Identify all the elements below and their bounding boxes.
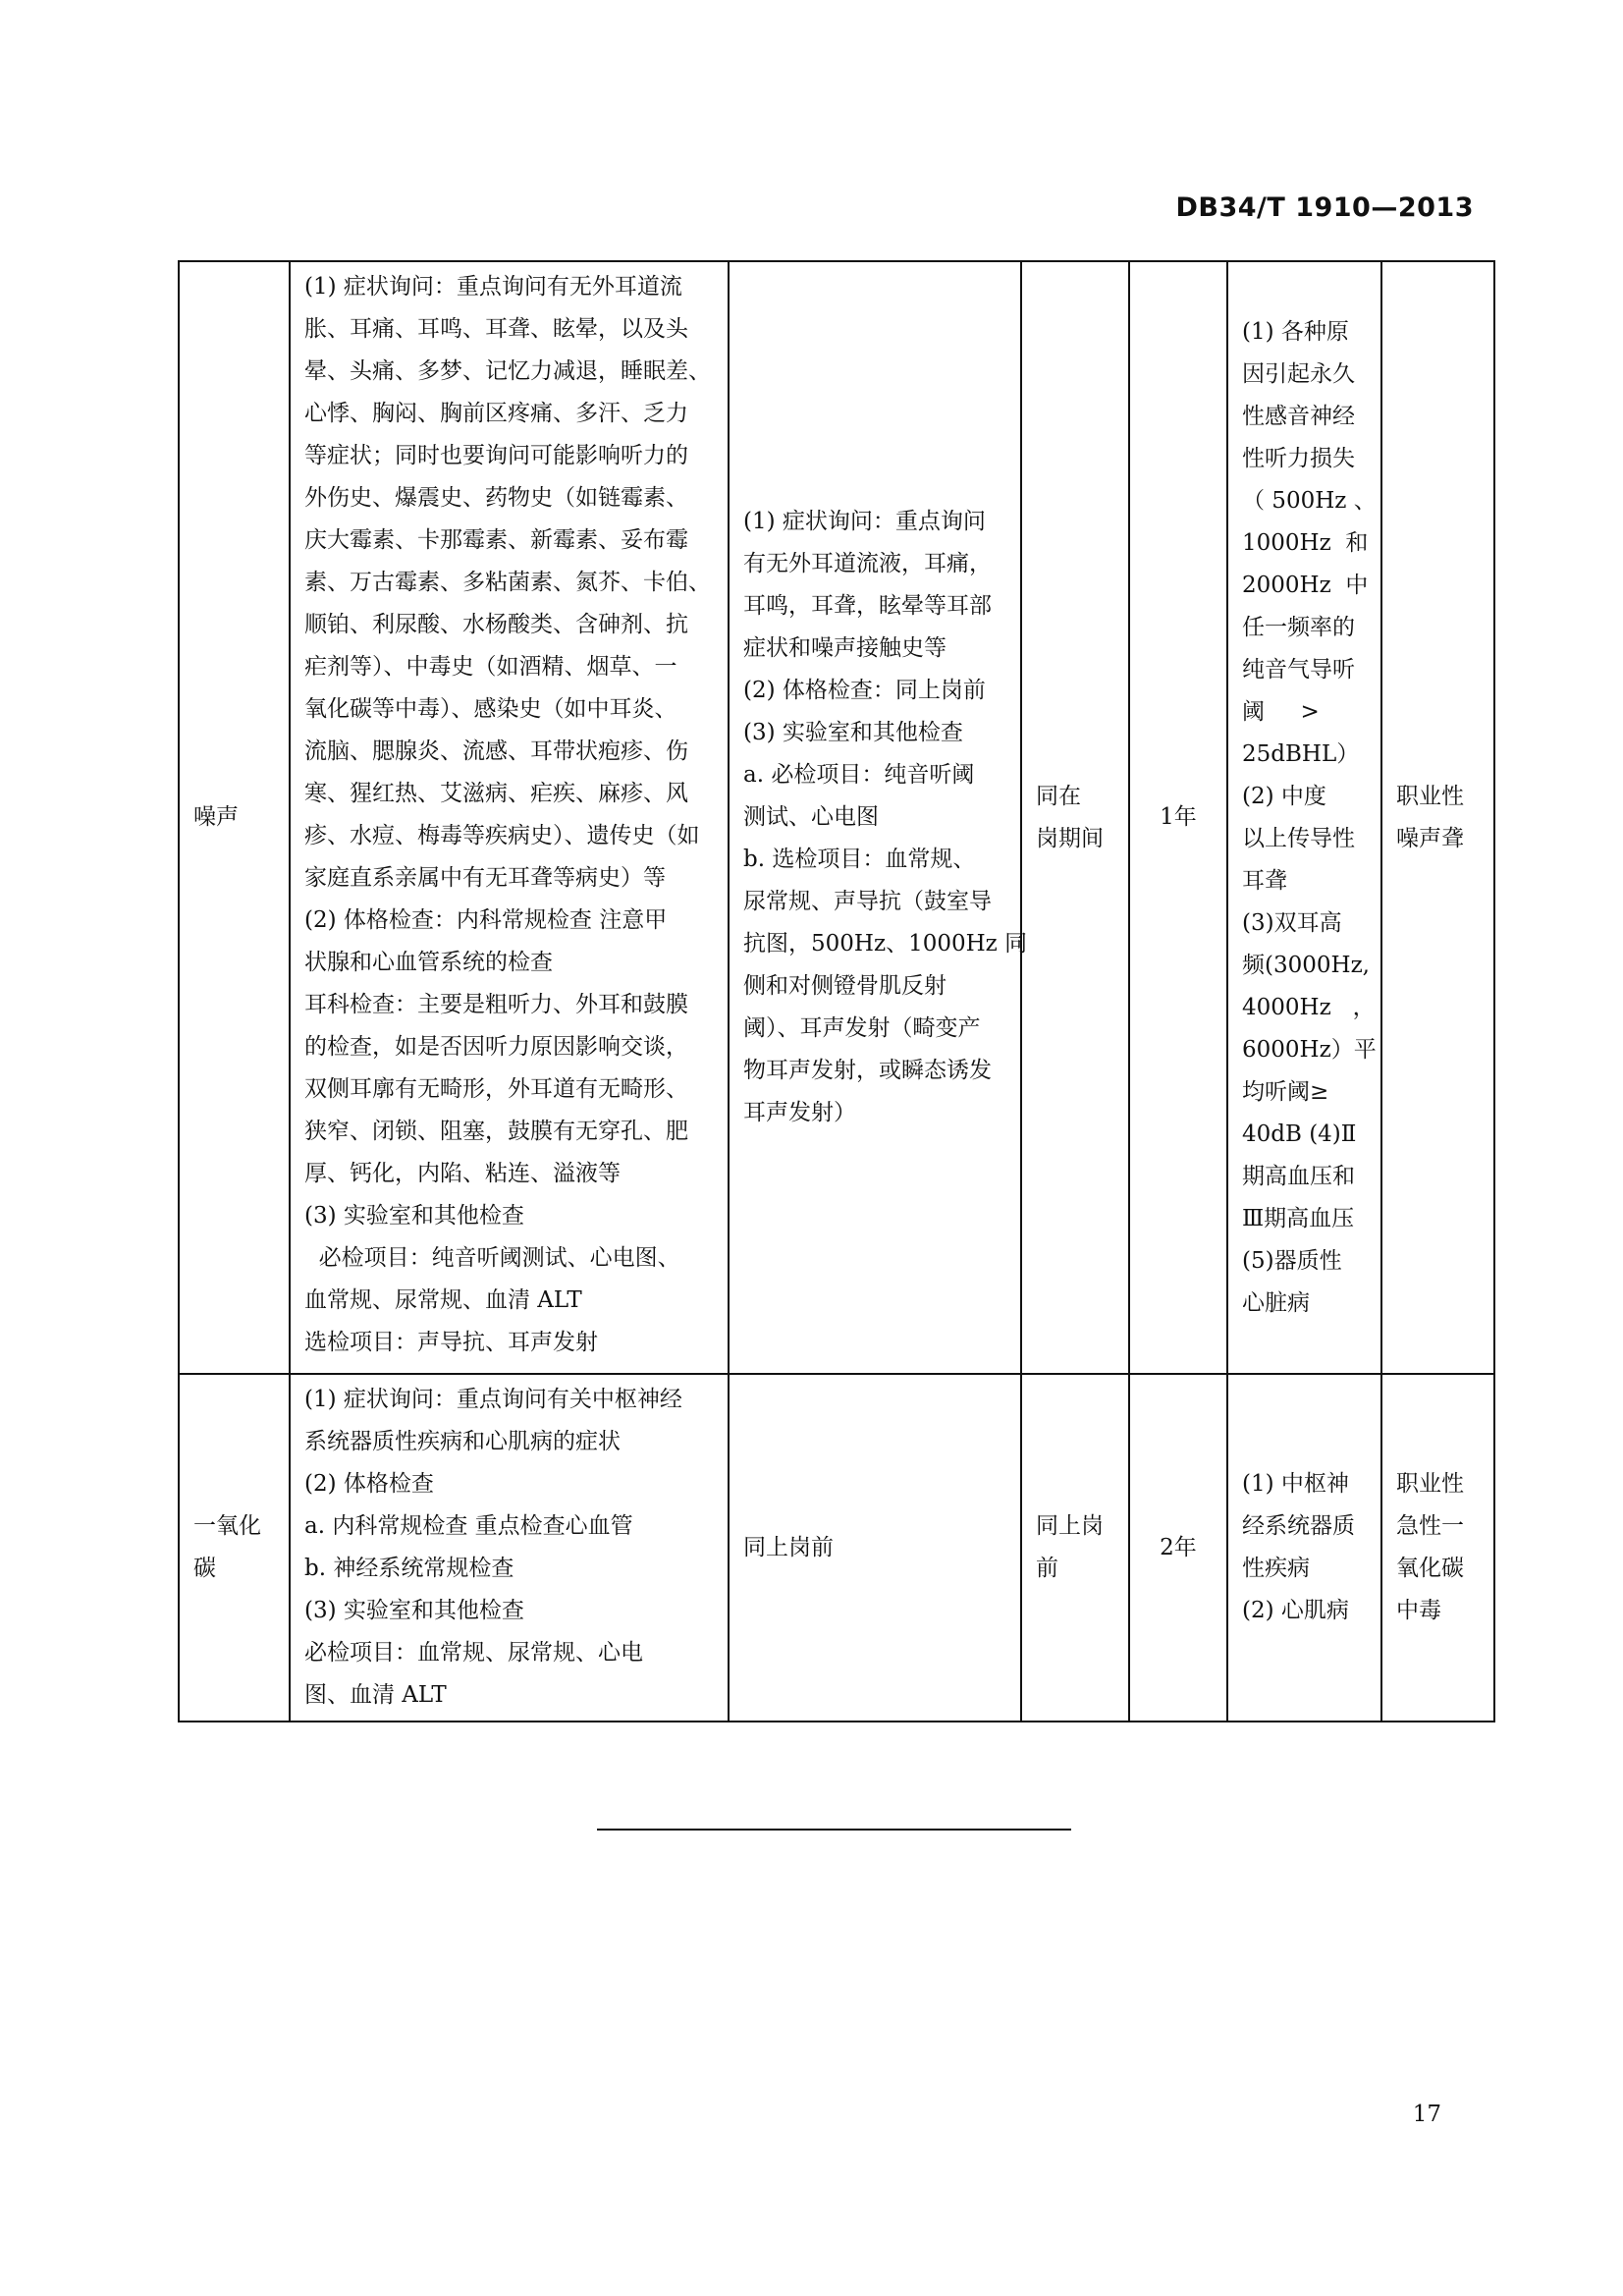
line-list [1396,776,1480,860]
text-line: 抗图，500Hz、1000Hz 同 [743,931,1028,957]
text-line: 职业性 [1396,1471,1464,1497]
exam-cycle-cell: 1年 [1129,261,1227,1374]
text-line: (1) 症状询问：重点询问有关中枢神经 [304,1387,682,1412]
text-line: 物耳声发射，或瞬态诱发 [743,1058,992,1083]
text-line: (3) 实验室和其他检查 [304,1203,524,1229]
text-line: (2) 心肌病 [1242,1598,1349,1623]
text-line: 职业性 [1396,783,1464,809]
text-line: (2) 体格检查：同上岗前 [743,678,986,703]
text-line: 顺铂、利尿酸、水杨酸类、含砷剂、抗 [304,612,688,637]
text-line: 25dBHL） [1242,740,1360,767]
text-line: 必检项目：血常规、尿常规、心电 [304,1640,643,1666]
line-list [743,501,1028,1134]
text-line: 状腺和心血管系统的检查 [304,950,553,975]
page-number: 17 [1412,2102,1441,2127]
text-line: 2000Hz 中 [1242,572,1369,598]
text-line: 症状和噪声接触史等 [743,635,947,661]
text-line: 厚、钙化，内陷、粘连、溢液等 [304,1161,621,1186]
exam-cycle-cell: 2年 [1129,1374,1227,1722]
line-list [1036,776,1114,860]
text-line: (2) 中度 [1242,783,1326,809]
text-line: 耳科检查：主要是粗听力、外耳和鼓膜 [304,992,688,1017]
text-line: 前 [1036,1556,1058,1581]
text-line: (1) 中枢神 [1242,1471,1349,1497]
text-line: 性疾病 [1242,1556,1310,1581]
text-line: 双侧耳廓有无畸形，外耳道有无畸形、 [304,1076,688,1102]
text-line: 1000Hz 和 [1242,529,1369,556]
text-line: 选检项目：声导抗、耳声发射 [304,1330,598,1355]
text-line: 晕、头痛、多梦、记忆力减退，睡眠差、 [304,358,711,384]
text-line: 任一频率的 [1242,614,1355,640]
text-line: 寒、猩红热、艾滋病、疟疾、麻疹、风 [304,781,688,806]
text-line: 素、万古霉素、多粘菌素、氮芥、卡伯、 [304,570,711,595]
text-line: 40dB (4)Ⅱ [1242,1121,1357,1147]
document-code: DB34/T 1910—2013 [1175,192,1474,223]
occupational-disease-cell [1381,261,1494,1374]
text-line: (5)器质性 [1242,1247,1342,1274]
text-line: 频(3000Hz, [1242,952,1370,978]
text-line: b. 神经系统常规检查 [304,1556,514,1581]
contraindication-cell [1227,261,1381,1374]
on-duty-exam-cell: 同上岗前 [729,1374,1021,1722]
text-line: 庆大霉素、卡那霉素、新霉素、妥布霉 [304,527,688,553]
text-line: 以上传导性 [1242,825,1355,851]
text-line: 家庭直系亲属中有无耳聋等病史）等 [304,865,666,891]
text-line: 因引起永久 [1242,360,1355,387]
text-line: 尿常规、声导抗（鼓室导 [743,889,992,914]
exam-period-cell [1021,1374,1129,1722]
text-line: 等症状；同时也要询问可能影响听力的 [304,443,688,468]
text-line: 心脏病 [1242,1289,1310,1316]
text-line: 急性一 [1396,1513,1464,1539]
text-line: (3) 实验室和其他检查 [743,720,963,745]
on-duty-exam-cell [729,261,1028,1374]
text-line: （ 500Hz 、 [1242,487,1377,514]
text-line: 阈 > [1242,698,1320,725]
line-list [1242,311,1377,1325]
line-list [1396,1463,1480,1632]
line-list [1242,1463,1367,1632]
text-line: (3) 实验室和其他检查 [304,1598,524,1623]
text-line: 耳聋 [1242,867,1287,894]
text-line: 耳声发射） [743,1100,856,1125]
text-line: 纯音气导听 [1242,656,1355,683]
text-line: 耳鸣，耳聋，眩晕等耳部 [743,593,992,619]
text-line: 性听力损失 [1242,445,1355,471]
text-line: 岗期间 [1036,825,1104,851]
text-line: 均听阈≥ [1242,1078,1329,1105]
line-list [1036,1505,1114,1590]
text-line: 6000Hz）平 [1242,1036,1377,1063]
text-line: 流脑、腮腺炎、流感、耳带状疱疹、伤 [304,738,688,764]
text-line: a. 必检项目：纯音听阈 [743,762,975,788]
text-line: 图、血清 ALT [304,1682,447,1708]
text-line: 噪声聋 [1396,825,1464,851]
text-line: 一氧化 [193,1513,261,1539]
text-line: (1) 症状询问：重点询问 [743,509,986,534]
text-line: 侧和对侧镫骨肌反射 [743,973,947,999]
text-line: 碳 [193,1556,216,1581]
exam-content-cell [290,261,729,1374]
text-line: 疟剂等）、中毒史（如酒精、烟草、一 [304,654,677,680]
hazard-factor-cell: 噪声 [179,261,290,1374]
text-line: 疹、水痘、梅毒等疾病史）、遗传史（如 [304,823,700,848]
text-line: 胀、耳痛、耳鸣、耳聋、眩晕，以及头 [304,316,688,342]
text-line: 系统器质性疾病和心肌病的症状 [304,1429,621,1454]
health-exam-table [178,260,1495,1722]
text-line: 4000Hz ， [1242,994,1376,1020]
text-line: 有无外耳道流液，耳痛， [743,551,992,576]
text-line: 心悸、胸闷、胸前区疼痛、多汗、乏力 [304,401,688,426]
text-line: 中毒 [1396,1598,1441,1623]
text-line: 测试、心电图 [743,804,879,830]
end-rule [597,1829,1071,1831]
text-line: 狭窄、闭锁、阻塞，鼓膜有无穿孔、肥 [304,1119,688,1144]
hazard-factor-cell [179,1374,290,1722]
text-line: 的检查，如是否因听力原因影响交谈， [304,1034,688,1060]
text-line: 氧化碳 [1396,1556,1464,1581]
text-line: a. 内科常规检查 重点检查心血管 [304,1513,633,1539]
text-line: 阈）、耳声发射（畸变产 [743,1015,981,1041]
text-line: (2) 体格检查：内科常规检查 注意甲 [304,907,668,933]
exam-period-cell [1021,261,1129,1374]
text-line: 氧化碳等中毒）、感染史（如中耳炎、 [304,696,677,722]
text-line: (1) 各种原 [1242,318,1349,345]
text-line: (1) 症状询问：重点询问有无外耳道流 [304,274,682,300]
text-line: 外伤史、爆震史、药物史（如链霉素、 [304,485,688,511]
occupational-disease-cell [1381,1374,1494,1722]
text-line: 同上岗 [1036,1513,1104,1539]
table-row-carbon-monoxide [179,1374,1494,1722]
line-list [304,266,714,1364]
text-line: b. 选检项目：血常规、 [743,847,976,872]
text-line: 血常规、尿常规、血清 ALT [304,1287,582,1313]
text-line: (2) 体格检查 [304,1471,434,1497]
text-line: 期高血压和 [1242,1163,1355,1189]
text-line: 必检项目：纯音听阈测试、心电图、 [304,1245,680,1271]
line-list [193,1505,275,1590]
line-list [304,1379,714,1717]
text-line: (3)双耳高 [1242,909,1342,936]
text-line: 同在 [1036,783,1081,809]
text-line: 性感音神经 [1242,403,1355,429]
contraindication-cell [1227,1374,1381,1722]
table-row-noise [179,261,1494,1374]
exam-content-cell [290,1374,729,1722]
text-line: 经系统器质 [1242,1513,1355,1539]
text-line: Ⅲ期高血压 [1242,1205,1355,1231]
